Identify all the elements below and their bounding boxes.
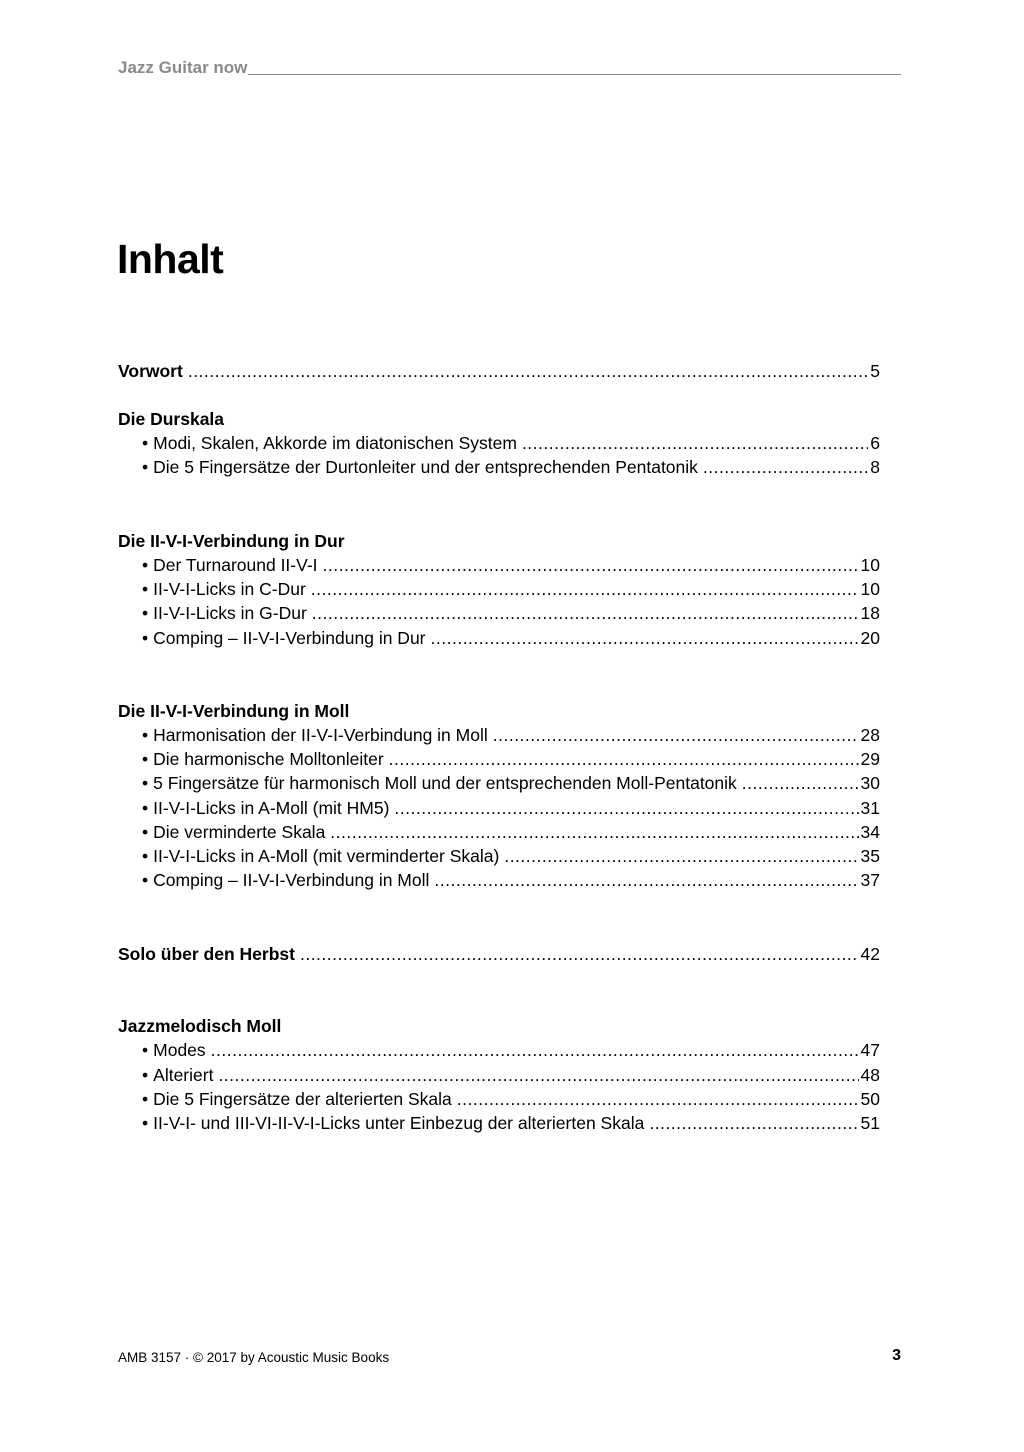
toc-page-number: 6 (870, 433, 880, 453)
toc-page-number: 42 (860, 944, 880, 964)
toc-page-number: 48 (860, 1065, 880, 1085)
toc-entry[interactable] (142, 1040, 880, 1064)
bullet: • (142, 1040, 149, 1060)
bullet: • (142, 798, 149, 818)
toc-page-number: 20 (860, 628, 880, 648)
bullet: • (142, 628, 149, 648)
toc-page-number: 10 (860, 579, 880, 599)
dot-leader (649, 1113, 858, 1134)
dot-leader (312, 603, 859, 624)
toc-entry-label: Die verminderte Skala (153, 822, 326, 842)
section-heading-moll: Die II-V-I-Verbindung in Moll (118, 701, 350, 721)
toc-entry-label: Comping – II-V-I-Verbindung in Moll (153, 870, 430, 890)
footer-imprint: AMB 3157 · © 2017 by Acoustic Music Books (118, 1350, 390, 1365)
toc-entry-label: II-V-I-Licks in A-Moll (mit verminderter Skala) (153, 846, 500, 866)
toc-entry-label: Vorwort (118, 361, 183, 381)
dot-leader (389, 749, 859, 770)
toc-entry[interactable] (142, 1065, 880, 1089)
toc-entry[interactable] (142, 846, 880, 870)
toc-page-number: 8 (870, 457, 880, 477)
bullet: • (142, 457, 149, 477)
toc-entry-label: Der Turnaround II-V-I (153, 555, 318, 575)
dot-leader (457, 1089, 859, 1110)
toc-page-number: 5 (870, 361, 880, 381)
toc-entry-label: II-V-I-Licks in G-Dur (153, 603, 307, 623)
toc-entry-label: Harmonisation der II-V-I-Verbindung in Moll (153, 725, 488, 745)
dot-leader (431, 628, 859, 649)
toc-entry[interactable] (142, 773, 880, 797)
bullet: • (142, 1089, 149, 1109)
footer-page-number: 3 (892, 1347, 901, 1364)
toc-entry-label: Die 5 Fingersätze der Durtonleiter und der entsprechenden Pentatonik (153, 457, 698, 477)
bullet: • (142, 579, 149, 599)
toc-page-number: 31 (860, 798, 880, 818)
bullet: • (142, 555, 149, 575)
section-heading-jazzmelodisch: Jazzmelodisch Moll (118, 1016, 282, 1036)
dot-leader (742, 773, 859, 794)
toc-entry[interactable] (142, 798, 880, 822)
bullet: • (142, 603, 149, 623)
toc-entry[interactable] (142, 1113, 880, 1137)
dot-leader (504, 846, 858, 867)
toc-entry-label: II-V-I- und III-VI-II-V-I-Licks unter Einbezug der alterierten Skala (153, 1113, 645, 1133)
toc-page-number: 51 (860, 1113, 880, 1133)
bullet: • (142, 846, 149, 866)
toc-page-number: 29 (860, 749, 880, 769)
bullet: • (142, 822, 149, 842)
toc-page-number: 28 (860, 725, 880, 745)
dot-leader (218, 1065, 858, 1086)
toc-entry-label: Die harmonische Molltonleiter (153, 749, 384, 769)
toc-page-number: 50 (860, 1089, 880, 1109)
toc-entry-label: Solo über den Herbst (118, 944, 295, 964)
toc-page-number: 30 (860, 773, 880, 793)
toc-entry-label: Modi, Skalen, Akkorde im diatonischen System (153, 433, 517, 453)
header-rule (248, 74, 901, 75)
dot-leader (434, 870, 858, 891)
toc-entry[interactable] (142, 725, 880, 749)
toc-entry-label: Modes (153, 1040, 206, 1060)
dot-leader (311, 579, 859, 600)
toc-page-number: 18 (860, 603, 880, 623)
toc-entry[interactable] (142, 603, 880, 627)
dot-leader (493, 725, 859, 746)
toc-entry-label: II-V-I-Licks in A-Moll (mit HM5) (153, 798, 390, 818)
toc-page-number: 34 (860, 822, 880, 842)
dot-leader (703, 457, 868, 478)
dot-leader (188, 361, 868, 382)
toc-entry-label: Alteriert (153, 1065, 214, 1085)
toc-entry-label: Die 5 Fingersätze der alterierten Skala (153, 1089, 452, 1109)
toc-entry-label: Comping – II-V-I-Verbindung in Dur (153, 628, 426, 648)
toc-entry-vorwort[interactable] (118, 361, 880, 385)
running-title: Jazz Guitar now (118, 58, 248, 77)
toc-page-number: 10 (860, 555, 880, 575)
bullet: • (142, 1065, 149, 1085)
bullet: • (142, 433, 149, 453)
toc-page-number: 47 (860, 1040, 880, 1060)
dot-leader (323, 555, 859, 576)
running-header (118, 58, 901, 78)
section-heading-dur: Die II-V-I-Verbindung in Dur (118, 531, 345, 551)
dot-leader (522, 433, 868, 454)
dot-leader (394, 798, 858, 819)
toc-entry[interactable] (142, 628, 880, 652)
toc-entry[interactable] (142, 457, 880, 481)
toc-entry[interactable] (142, 749, 880, 773)
bullet: • (142, 749, 149, 769)
dot-leader (330, 822, 858, 843)
dot-leader (300, 944, 859, 965)
bullet: • (142, 773, 149, 793)
bullet: • (142, 870, 149, 890)
section-heading-durskala: Die Durskala (118, 409, 225, 429)
toc-entry[interactable] (142, 555, 880, 579)
toc-page-number: 37 (860, 870, 880, 890)
toc-entry-label: 5 Fingersätze für harmonisch Moll und der entsprechenden Moll-Pentatonik (153, 773, 737, 793)
toc-entry[interactable] (142, 1089, 880, 1113)
toc-entry[interactable] (142, 433, 880, 457)
bullet: • (142, 725, 149, 745)
toc-entry[interactable] (142, 579, 880, 603)
page-title: Inhalt (117, 236, 224, 282)
toc-entry[interactable] (142, 822, 880, 846)
toc-entry-label: II-V-I-Licks in C-Dur (153, 579, 306, 599)
toc-entry[interactable] (142, 870, 880, 894)
toc-entry-solo[interactable] (118, 944, 880, 968)
dot-leader (211, 1040, 859, 1061)
bullet: • (142, 1113, 149, 1133)
toc-page-number: 35 (860, 846, 880, 866)
